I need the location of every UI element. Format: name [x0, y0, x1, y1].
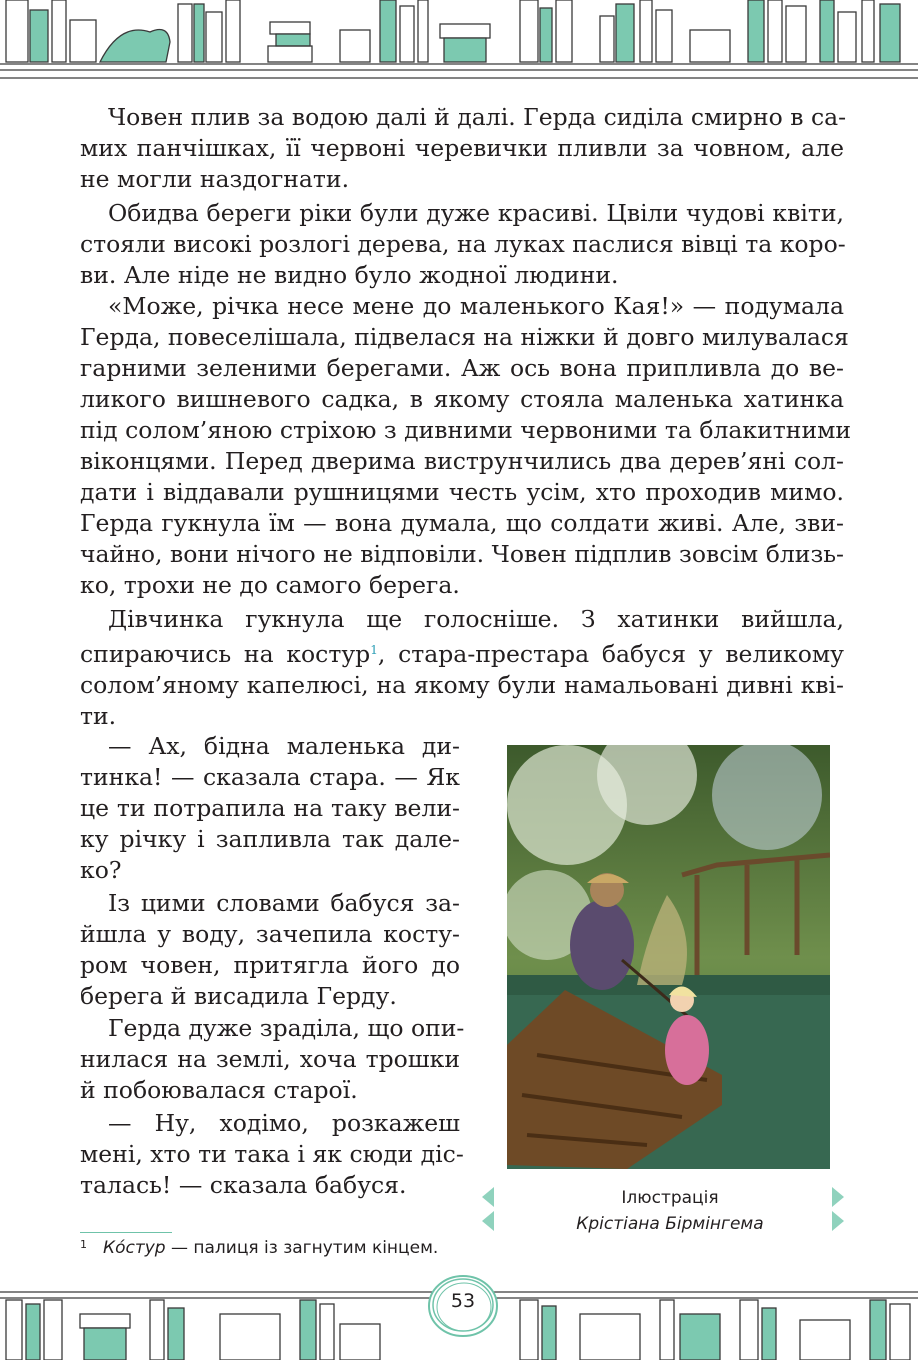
text-line: тинка! — сказала стара. — Як: [80, 763, 460, 791]
paragraph-3: [80, 291, 852, 601]
text-line: Обидва береги ріки були дуже красиві. Цвіли чудові квіти,: [108, 199, 844, 227]
caption-label: Ілюстрація: [621, 1188, 719, 1208]
text-line: «Може, річка несе мене до маленького Кая!» — подумала: [108, 292, 844, 320]
footnote-reference[interactable]: 1: [370, 643, 378, 657]
paragraph-2: [80, 198, 844, 291]
text-line: ликого вишневого садка, в якому стояла маленька хатинка: [80, 385, 844, 413]
text-line: чайно, вони нічого не відповіли. Човен підплив зовсім близь-: [80, 540, 844, 568]
text-line: стояли високі розлогі дерева, на луках паслися вівці та коро-: [80, 230, 846, 258]
footnote-term: Ко́стур: [103, 1238, 166, 1258]
text-line: мені, хто ти така і як сюди діс-: [80, 1140, 464, 1168]
text-line: йшла у воду, зачепила косту-: [80, 920, 460, 948]
footnote-divider: [80, 1232, 172, 1233]
text-line: — Ах, бідна маленька ди-: [108, 732, 460, 760]
paragraph-5: [80, 731, 460, 886]
text-line-with-footnote: [80, 635, 844, 670]
illustration-caption: [500, 1185, 840, 1237]
text-fragment: , стара-престара бабуся у великому: [377, 640, 844, 668]
text-line: Човен плив за водою далі й далі. Герда сиділа смирно в са-: [108, 103, 847, 131]
paragraph-1: [80, 102, 847, 195]
text-line: нилася на землі, хоча трошки: [80, 1045, 460, 1073]
text-line: солом’яному капелюсі, на якому були намальовані дивні кві-: [80, 671, 844, 699]
text-line: мих панчішках, її червоні черевички пливли за човном, але: [80, 134, 844, 162]
footnote-number: 1: [80, 1238, 87, 1251]
text-line: берега й висадила Герду.: [80, 982, 397, 1010]
bookshelf-top-banner: [0, 0, 918, 84]
text-line: й побоювалася старої.: [80, 1076, 358, 1104]
paragraph-6: [80, 888, 460, 1012]
caption-artist: Крістіана Бірмінгема: [576, 1214, 764, 1234]
text-line: не могли наздогнати.: [80, 165, 350, 193]
page-number: 53: [450, 1290, 476, 1312]
text-fragment: спираючись на костур: [80, 640, 371, 668]
text-line: Герда дуже зраділа, що опи-: [108, 1014, 465, 1042]
text-line: гарними зеленими берегами. Аж ось вона припливла до ве-: [80, 354, 844, 382]
paragraph-4: [80, 604, 844, 732]
text-line: Герда, повеселішала, підвелася на ніжки й довго милувалася: [80, 323, 849, 351]
text-line: ку річку і запливла так дале-: [80, 825, 460, 853]
text-line: ко, трохи не до самого берега.: [80, 571, 460, 599]
text-line: талась! — сказала бабуся.: [80, 1171, 407, 1199]
footnote: [80, 1238, 438, 1258]
text-line: віконцями. Перед дверима виструнчились два дерев’яні сол-: [80, 447, 844, 475]
text-line: ко?: [80, 856, 122, 884]
text-line: дати і віддавали рушницями честь усім, хто проходив мимо.: [80, 478, 844, 506]
caption-left-ornament-icon: [480, 1186, 496, 1232]
illustration-old-woman-boat: [507, 745, 830, 1169]
text-line: ви. Але ніде не видно було жодної людини.: [80, 261, 619, 289]
text-line: — Ну, ходімо, розкажеш: [108, 1109, 460, 1137]
text-line: Герда гукнула їм — вона думала, що солдати живі. Але, зви-: [80, 509, 844, 537]
paragraph-8: [80, 1108, 464, 1201]
text-line: Із цими словами бабуся за-: [108, 889, 460, 917]
text-line: під солом’яною стріхою з дивними червоними та блакитними: [80, 416, 852, 444]
text-line: ром човен, притягла його до: [80, 951, 460, 979]
footnote-definition: — палиця із загнутим кінцем.: [165, 1238, 439, 1258]
paragraph-7: [80, 1013, 465, 1106]
text-line: ти.: [80, 702, 117, 730]
text-line: Дівчинка гукнула ще голосніше. З хатинки вийшла,: [108, 605, 844, 633]
text-line: це ти потрапила на таку вели-: [80, 794, 460, 822]
